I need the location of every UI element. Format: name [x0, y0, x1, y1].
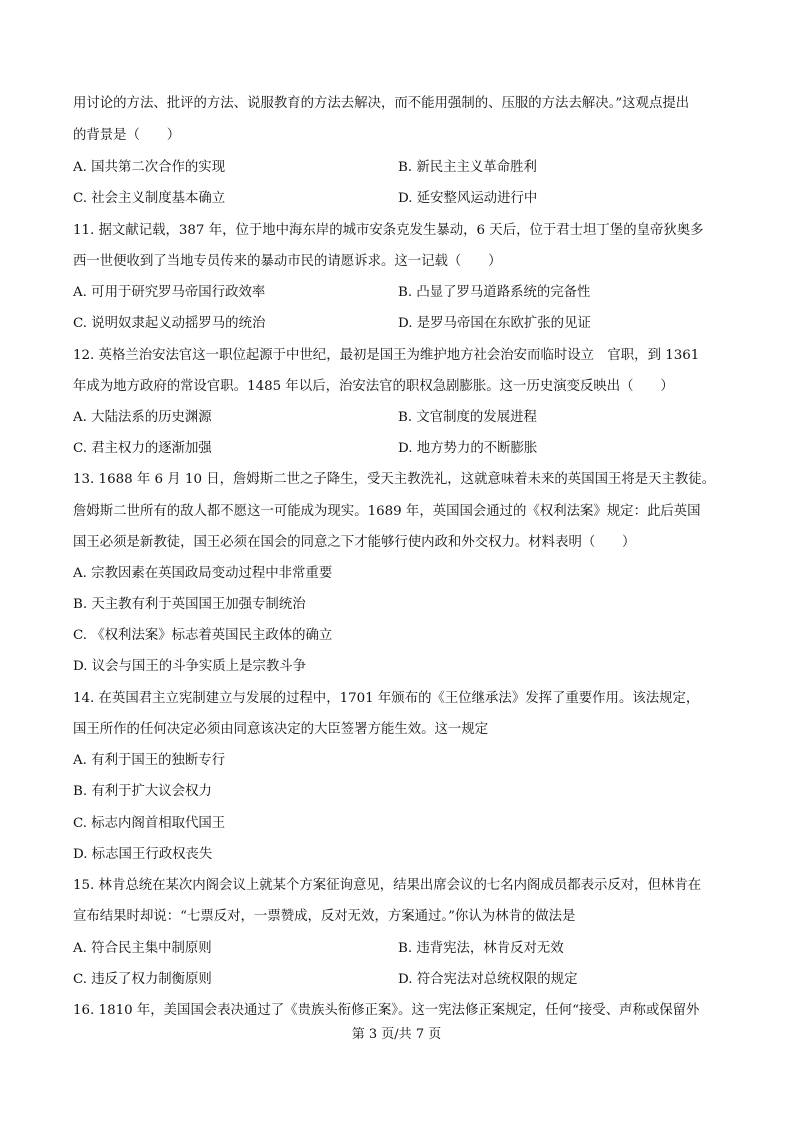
- q14-option-a[interactable]: A. 有利于国王的独断专行: [73, 753, 226, 768]
- q14-option-b[interactable]: B. 有利于扩大议会权力: [73, 784, 212, 799]
- q11-stem-line-2: 西一世便收到了当地专员传来的暴动市民的请愿诉求。这一记载（ ）: [73, 254, 502, 269]
- q15-option-d[interactable]: D. 符合宪法对总统权限的规定: [398, 972, 578, 987]
- q12-option-c[interactable]: C. 君主权力的逐渐加强: [73, 441, 212, 456]
- q15-option-c[interactable]: C. 违反了权力制衡原则: [73, 972, 212, 987]
- page-number: 第 3 页/共 7 页: [351, 1027, 442, 1042]
- q13-option-c[interactable]: C. 《权利法案》标志着英国民主政体的确立: [73, 628, 333, 643]
- q12-option-d[interactable]: D. 地方势力的不断膨胀: [398, 441, 538, 456]
- q13-option-a[interactable]: A. 宗教因素在英国政局变动过程中非常重要: [73, 566, 333, 581]
- q15-option-a[interactable]: A. 符合民主集中制原则: [73, 941, 212, 956]
- q12-option-b[interactable]: B. 文官制度的发展进程: [398, 410, 537, 425]
- q14-option-d[interactable]: D. 标志国王行政权丧失: [73, 847, 213, 862]
- q13-stem-line-1: 13. 1688 年 6 月 10 日，詹姆斯二世之子降生，受天主教洗礼，这就意味着未来的英国国王将是天主教徒。: [73, 472, 716, 487]
- q14-stem-line-2: 国王所作的任何决定必须由同意该决定的大臣签署方能生效。这一规定: [73, 722, 489, 737]
- q11-stem-line-1: 11. 据文献记载，387 年，位于地中海东岸的城市安条克发生暴动，6 天后，位于君士坦丁堡的皇帝狄奥多: [73, 223, 704, 238]
- q10-option-b[interactable]: B. 新民主主义革命胜利: [398, 160, 537, 175]
- q10-option-a[interactable]: A. 国共第二次合作的实现: [73, 160, 226, 175]
- q15-stem-line-2: 宣布结果时却说：“七票反对，一票赞成，反对无效，方案通过。”你认为林肯的做法是: [73, 909, 576, 924]
- q15-stem-line-1: 15. 林肯总统在某次内阁会议上就某个方案征询意见，结果出席会议的七名内阁成员都表示反对，但林肯在: [73, 878, 702, 893]
- q16-stem-line-1: 16. 1810 年，美国国会表决通过了《贵族头衔修正案》。这一宪法修正案规定，任何“接受、声称或保留外: [73, 1003, 700, 1018]
- q12-stem-line-1: 12. 英格兰治安法官这一职位起源于中世纪，最初是国王为维护地方社会治安而临时设立 官职，到 1361: [73, 348, 700, 363]
- q14-stem-line-1: 14. 在英国君主立宪制建立与发展的过程中，1701 年颁布的《王位继承法》发挥了重要作用。该法规定，: [73, 691, 700, 706]
- q10-stem-line-2: 的背景是（ ）: [73, 128, 181, 143]
- q13-option-d[interactable]: D. 议会与国王的斗争实质上是宗教斗争: [73, 659, 307, 674]
- q11-option-b[interactable]: B. 凸显了罗马道路系统的完备性: [398, 285, 591, 300]
- q13-stem-line-3: 国王必须是新教徒，国王必须在国会的同意之下才能够行使内政和外交权力。材料表明（ ）: [73, 535, 636, 550]
- q10-stem-line-1: 用讨论的方法、批评的方法、说服教育的方法去解决，而不能用强制的、压服的方法去解决。”这观点提出: [73, 96, 690, 111]
- q15-option-b[interactable]: B. 违背宪法，林肯反对无效: [398, 941, 564, 956]
- q11-option-a[interactable]: A. 可用于研究罗马帝国行政效率: [73, 285, 266, 300]
- q11-option-d[interactable]: D. 是罗马帝国在东欧扩张的见证: [398, 316, 591, 331]
- q12-option-a[interactable]: A. 大陆法系的历史渊源: [73, 410, 212, 425]
- q14-option-c[interactable]: C. 标志内阁首相取代国王: [73, 816, 226, 831]
- q13-stem-line-2: 詹姆斯二世所有的敌人都不愿这一可能成为现实。1689 年，英国国会通过的《权利法案》规定：此后英国: [73, 504, 701, 519]
- q12-stem-line-2: 年成为地方政府的常设官职。1485 年以后，治安法官的职权急剧膨胀。这一历史演变反映出（ ）: [73, 379, 674, 394]
- q11-option-c[interactable]: C. 说明奴隶起义动摇罗马的统治: [73, 316, 266, 331]
- q10-option-c[interactable]: C. 社会主义制度基本确立: [73, 191, 226, 206]
- q13-option-b[interactable]: B. 天主教有利于英国国王加强专制统治: [73, 597, 306, 612]
- q10-option-d[interactable]: D. 延安整风运动进行中: [398, 191, 538, 206]
